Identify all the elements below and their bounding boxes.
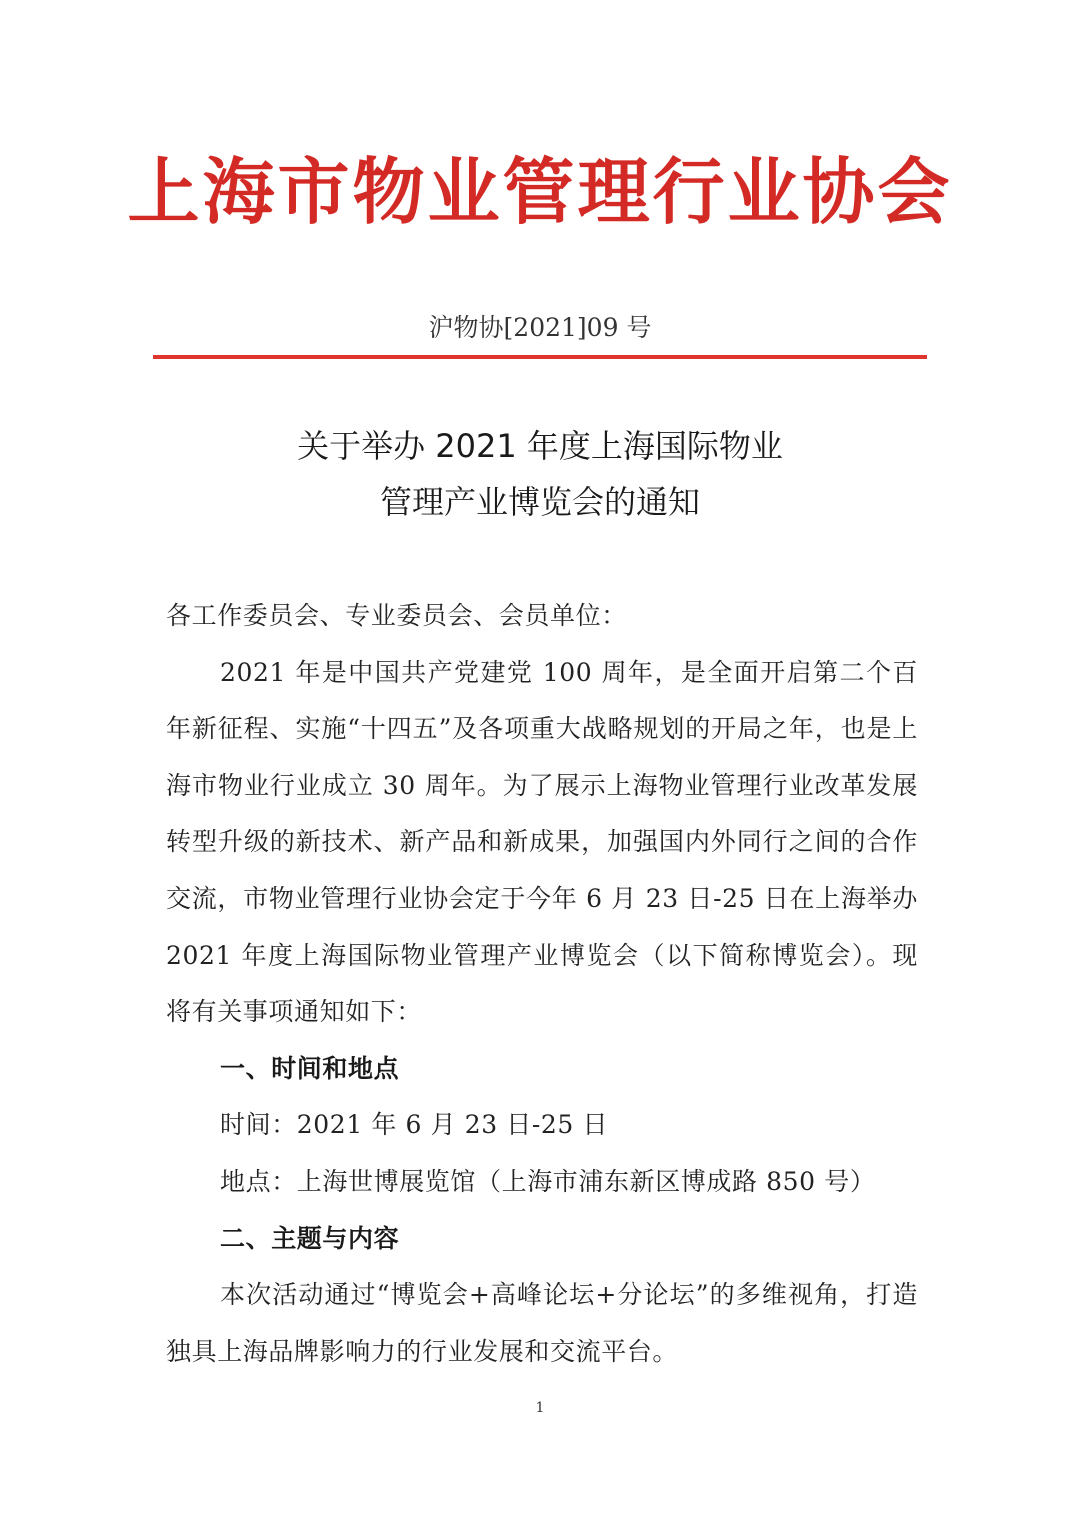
document-body xyxy=(166,588,918,1380)
organization-header: 上海市物业管理行业协会 xyxy=(127,149,953,234)
notice-title-line-2: 管理产业博览会的通知 xyxy=(379,483,700,521)
intro-paragraph: 2021 年是中国共产党建党 100 周年，是全面开启第二个百年新征程、实施“十四五”及各项重大战略规划的开局之年，也是上海市物业行业成立 30 周年。为了展示上海物业管理行业改革发展转型升级的新技术、新产品和新成果，加强国内外同行之间的合作交流，市物业管理行业协会定于今年 6 月 23 日-25 日在上海举办 2021 年度上海国际物业管理产业博览会（以下简称博览会）。现将有关事项通知如下： xyxy=(166,657,918,1027)
page-number: 1 xyxy=(535,1400,545,1416)
theme-paragraph: 本次活动通过“博览会+高峰论坛+分论坛”的多维视角，打造独具上海品牌影响力的行业发展和交流平台。 xyxy=(166,1280,918,1366)
section-heading-time-place: 一、时间和地点 xyxy=(220,1053,400,1083)
salutation: 各工作委员会、专业委员会、会员单位： xyxy=(166,601,627,630)
section-heading-theme-content: 二、主题与内容 xyxy=(220,1223,400,1253)
notice-title-line-1: 关于举办 2021 年度上海国际物业 xyxy=(297,427,783,465)
place-line: 地点：上海世博展览馆（上海市浦东新区博成路 850 号） xyxy=(220,1166,876,1196)
document-number: 沪物协[2021]09 号 xyxy=(428,313,652,342)
red-divider-line xyxy=(153,355,927,359)
time-line: 时间：2021 年 6 月 23 日-25 日 xyxy=(220,1110,609,1140)
